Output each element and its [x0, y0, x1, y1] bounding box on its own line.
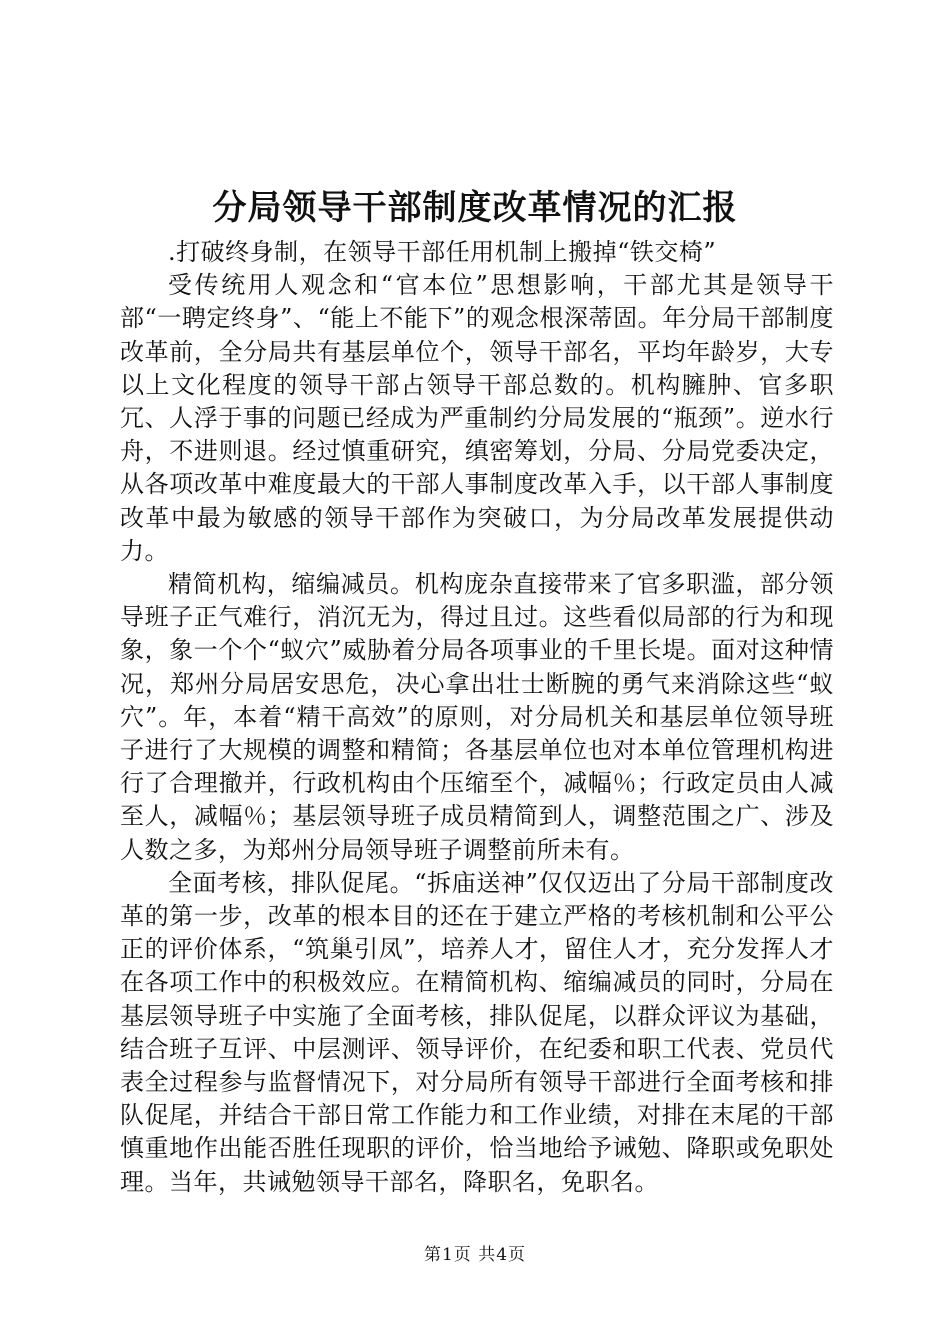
- page-footer: [0, 1243, 950, 1267]
- paragraph-2: 精简机构，缩编减员。机构庞杂直接带来了官多职滥，部分领导班子正气难行，消沉无为，得过且过。这些看似局部的行为和现象，象一个个“蚁穴”威胁着分局各项事业的千里长堤。面对这种情况，郑州分局居安思危，决心拿出壮士断腕的勇气来消除这些“蚁穴”。年，本着“精干高效”的原则，对分局机关和基层单位领导班子进行了大规模的调整和精简；各基层单位也对本单位管理机构进行了合理撤并，行政机构由个压缩至个，减幅％；行政定员由人减至人，减幅％；基层领导班子成员精简到人，调整范围之广、涉及人数之多，为郑州分局领导班子调整前所未有。: [120, 570, 834, 864]
- page-number-indicator: 第1页 共4页: [423, 1245, 527, 1265]
- paragraph-3: 全面考核，排队促尾。“拆庙送神”仅仅迈出了分局干部制度改革的第一步，改革的根本目的还在于建立严格的考核机制和公平公正的评价体系，“筑巢引凤”，培养人才，留住人才，充分发挥人才在各项工作中的积极效应。在精简机构、缩编减员的同时，分局在基层领导班子中实施了全面考核，排队促尾，以群众评议为基础，结合班子互评、中层测评、领导评价，在纪委和职工代表、党员代表全过程参与监督情况下，对分局所有领导干部进行全面考核和排队促尾，并结合干部日常工作能力和工作业绩，对排在末尾的干部慎重地作出能否胜任现职的评价，恰当地给予诫勉、降职或免职处理。当年，共诫勉领导干部名，降职名，免职名。: [120, 868, 834, 1196]
- document-body: [120, 236, 834, 1199]
- section-heading: .打破终身制，在领导干部任用机制上搬掉“铁交椅”: [168, 238, 717, 266]
- paragraph-1: 受传统用人观念和“官本位”思想影响，干部尤其是领导干部“一聘定终身”、“能上不能下”的观念根深蒂固。年分局干部制度改革前，全分局共有基层单位个，领导干部名，平均年龄岁，大专以上文化程度的领导干部占领导干部总数的。机构臃肿、官多职冗、人浮于事的问题已经成为严重制约分局发展的“瓶颈”。逆水行舟，不进则退。经过慎重研究，缜密筹划，分局、分局党委决定，从各项改革中难度最大的干部人事制度改革入手，以干部人事制度改革中最为敏感的领导干部作为突破口，为分局改革发展提供动力。: [120, 271, 834, 565]
- document-title: 分局领导干部制度改革情况的汇报: [212, 188, 738, 228]
